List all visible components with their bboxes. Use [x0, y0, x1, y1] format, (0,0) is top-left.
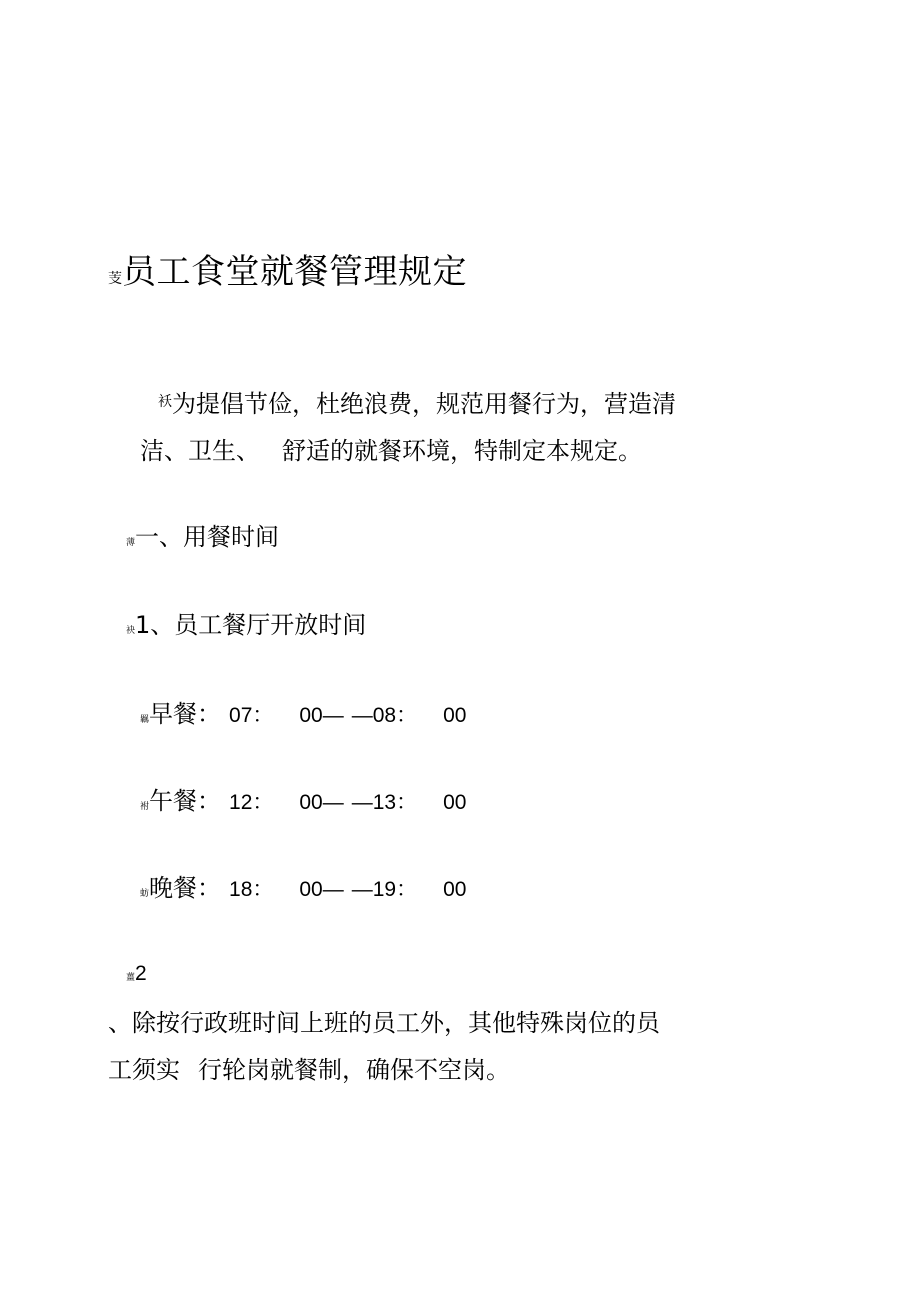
meal-end-minute: 00 [443, 791, 467, 814]
item-1-marker: 袂 [126, 626, 136, 636]
meal-end-minute: 00 [443, 878, 467, 901]
meal-end-hour: —13： [351, 791, 418, 814]
intro-text-2a: 洁、卫生、 [140, 437, 260, 465]
intro-text-2b: 舒适的就餐环境，特制定本规定。 [282, 437, 642, 465]
meal-start-minute: 00— [299, 791, 344, 814]
item-2-text-2b: 行轮岗就餐制，确保不空岗。 [198, 1056, 510, 1084]
item-1 [126, 605, 366, 640]
item-2-number-text: 2 [135, 962, 147, 985]
meal-start-minute: 00— [299, 878, 344, 901]
meal-end-hour: —19： [351, 878, 418, 901]
section-marker: 薄 [126, 538, 136, 548]
meal-row-dinner [140, 868, 466, 903]
intro-line-2 [140, 431, 642, 466]
meal-label: 晚餐： [149, 874, 222, 902]
item-2-line-2 [108, 1050, 510, 1085]
section-heading-text: 一、用餐时间 [135, 523, 280, 551]
title-text: 员工食堂就餐管理规定 [122, 252, 467, 292]
meal-marker: 羈 [140, 715, 150, 725]
item-1-text: 1、员工餐厅开放时间 [135, 611, 367, 639]
meal-marker: 蚄 [140, 889, 150, 899]
item-2-marker: 薑 [126, 973, 136, 983]
title-marker: 芰 [108, 271, 122, 287]
meal-start-minute: 00— [299, 704, 344, 727]
meal-row-breakfast [140, 694, 466, 729]
document-title [108, 244, 467, 293]
meal-row-lunch [140, 781, 466, 816]
item-2-number [126, 962, 147, 986]
meal-end-minute: 00 [443, 704, 467, 727]
meal-start-hour: 07： [229, 704, 274, 727]
intro-line-1 [158, 384, 676, 419]
item-2-text-2a: 工须实 [108, 1056, 180, 1084]
meal-end-hour: —08： [351, 704, 418, 727]
section-heading [126, 517, 279, 552]
intro-text-1: 为提倡节俭，杜绝浪费，规范用餐行为，营造清 [172, 390, 676, 418]
meal-start-hour: 12： [229, 791, 274, 814]
intro-marker: 袄 [158, 394, 172, 410]
item-2-line-1 [108, 1003, 660, 1038]
item-2-text-1: 、除按行政班时间上班的员工外，其他特殊岗位的员 [108, 1009, 660, 1037]
meal-marker: 袝 [140, 802, 150, 812]
meal-label: 早餐： [149, 700, 222, 728]
meal-label: 午餐： [149, 787, 222, 815]
meal-start-hour: 18： [229, 878, 274, 901]
